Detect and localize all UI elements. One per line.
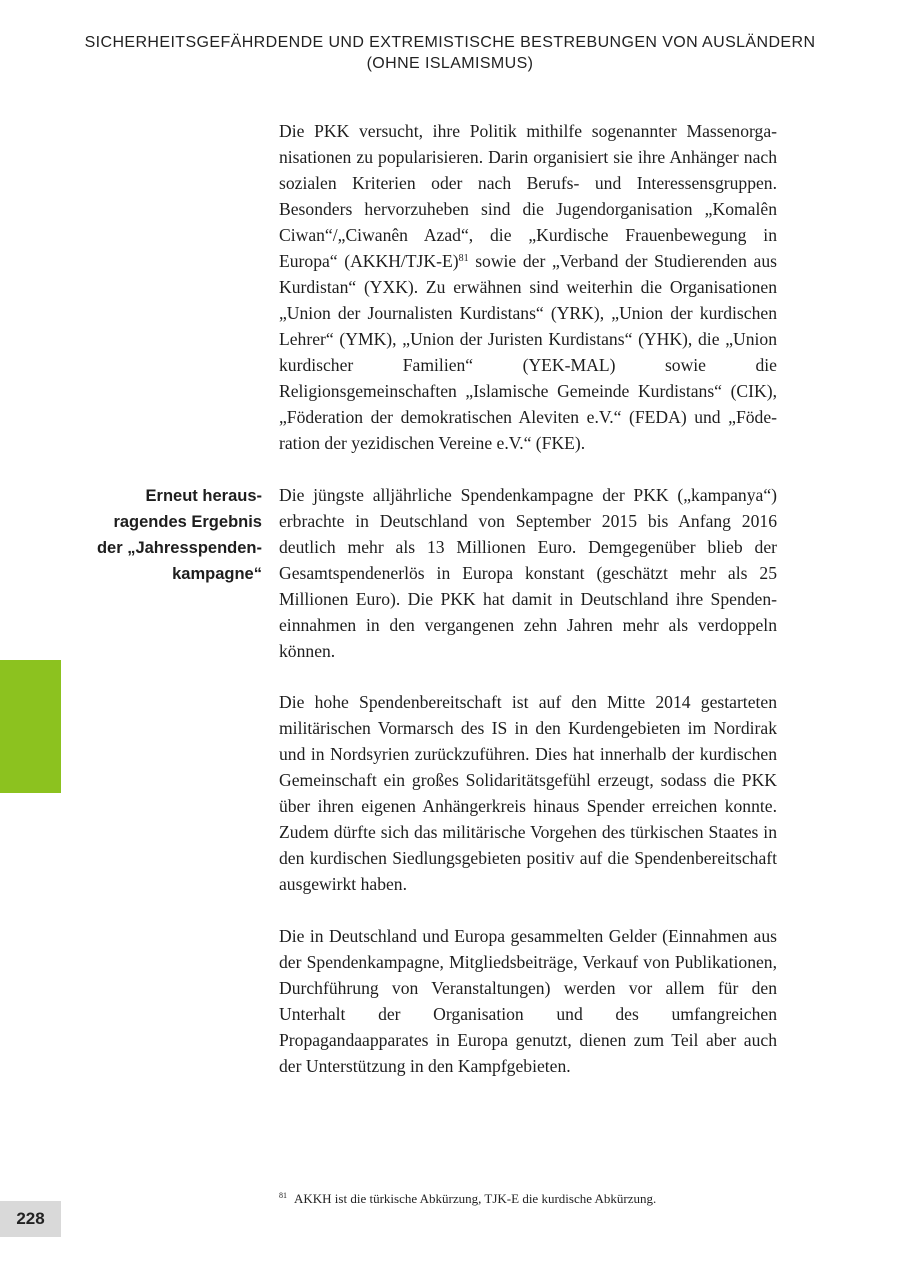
footnote-81 — [279, 1188, 819, 1207]
running-header — [0, 32, 900, 74]
paragraph-4-text: Die in Deutschland und Europa gesammelten Gelder (Einnahmen aus der Spendenkampagne, Mitgliedsbeiträge, Verkauf von Publikationen, Durchführung von Veranstaltungen) werden vor allem für den Unterhalt der Organisation und des umfangreichen Propagandaapparates in Europa genutzt, dienen zum Teil aber auch der Unterstützung in den Kampfgebieten. — [279, 926, 777, 1076]
side-heading-line-4: kampagne“ — [172, 565, 262, 583]
paragraph-1-text-a: Die PKK versucht, ihre Politik mithilfe sogenannter Massenorganisationen zu popularisieren. Darin organisiert sie ihre Anhänger nach sozialen Kriterien oder nach Berufs- und Interessensgruppen. Besonders hervorzuheben sind die Jugendorganisation „Komalên Ciwan“/„Ciwanên Azad“, die „Kurdische Frauenbewegung in Europa“ (AKKH/TJK-E) — [279, 121, 777, 271]
running-header-line-2: (OHNE ISLAMISMUS) — [366, 55, 534, 72]
footnote-text: AKKH ist die türkische Abkürzung, TJK-E die kurdische Abkürzung. — [294, 1191, 657, 1206]
paragraph-donation-campaign — [279, 482, 777, 664]
paragraph-2-text: Die jüngste alljährliche Spendenkampagne der PKK („kampanya“) erbrachte in Deutschland von September 2015 bis Anfang 2016 deutlich mehr als 13 Millionen Euro. Demgegenüber blieb der Gesamtspendenerlös in Europa konstant (geschätzt mehr als 25 Millionen Euro). Die PKK hat damit in Deutschland ihre Spendeneinnahmen in den vergangenen zehn Jahren mehr als verdoppeln können. — [279, 485, 777, 661]
side-heading — [60, 483, 262, 587]
side-heading-line-2: ragendes Ergebnis — [113, 513, 262, 531]
page-number-box — [0, 1201, 61, 1237]
running-header-line-1: SICHERHEITSGEFÄHRDENDE UND EXTREMISTISCHE BESTREBUNGEN VON AUSLÄNDERN — [84, 34, 816, 51]
chapter-color-tab — [0, 660, 61, 793]
paragraph-mass-organisations — [279, 118, 777, 456]
page-number: 228 — [16, 1209, 45, 1228]
paragraph-1-text-b: sowie der „Verband der Studierenden aus Kurdistan“ (YXK). Zu erwähnen sind weiterhin die Organisationen „Union der Journalisten Kurdistans“ (YRK), „Union der kurdischen Lehrer“ (YMK), „Union der Juristen Kurdistans“ (YHK), die „Union kurdischer Familien“ (YEK-MAL) sowie die Religionsgemeinschaften „Islamische Gemeinde Kurdistans“ (CIK), „Föderation der demokratischen Aleviten e.V.“ (FEDA) und „Föderation der yezidischen Vereine e.V.“ (FKE). — [279, 251, 777, 453]
footnote-reference-81[interactable]: 81 — [458, 253, 469, 264]
paragraph-3-text: Die hohe Spendenbereitschaft ist auf den Mitte 2014 gestarteten militärischen Vormarsch des IS in den Kurdengebieten im Nordirak und in Nordsyrien zurückzuführen. Dies hat innerhalb der kurdischen Gemeinschaft ein großes Solidaritätsgefühl erzeugt, sodass die PKK über ihren eigenen Anhängerkreis hinaus Spender erreichen konnte. Zudem dürfte sich das militärische Vorgehen des türkischen Staates in den kurdischen Siedlungsgebieten positiv auf die Spendenbereitschaft ausgewirkt haben. — [279, 692, 777, 894]
paragraph-use-of-funds — [279, 923, 777, 1079]
side-heading-line-1: Erneut heraus- — [145, 487, 262, 505]
side-heading-line-3: der „Jahresspenden- — [96, 539, 262, 557]
paragraph-donation-willingness — [279, 689, 777, 897]
footnote-number: 81 — [279, 1191, 287, 1200]
